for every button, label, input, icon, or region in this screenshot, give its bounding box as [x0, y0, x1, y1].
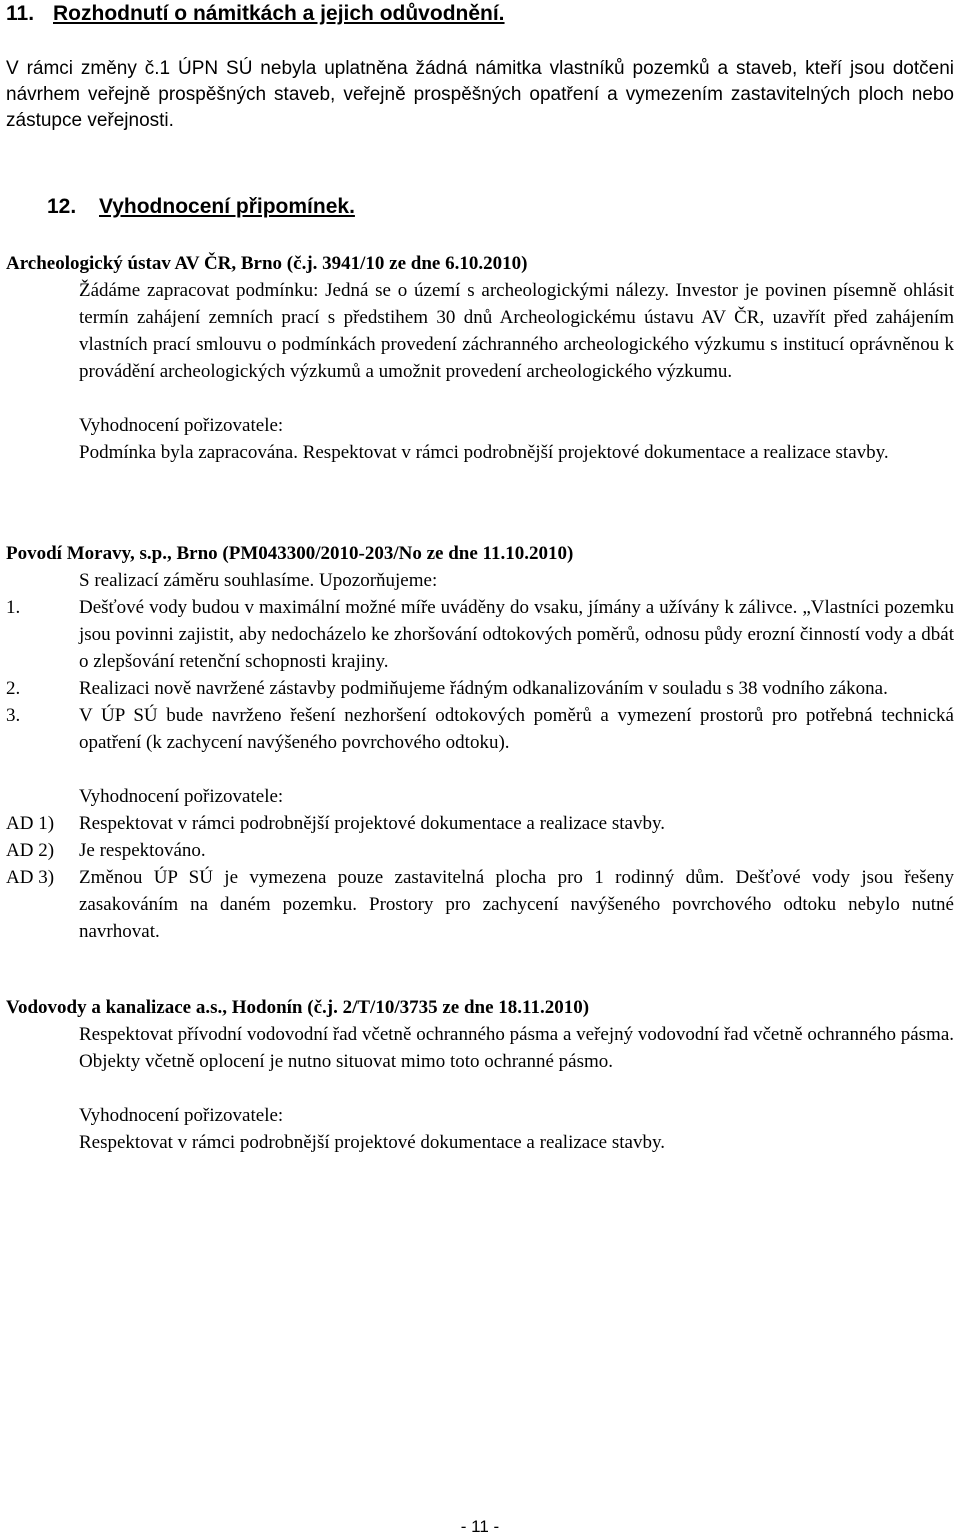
povodi-heading: Povodí Moravy, s.p., Brno (PM043300/2010-203/No ze dne 11.10.2010) — [6, 543, 574, 564]
arch-heading: Archeologický ústav AV ČR, Brno (č.j. 3941/10 ze dne 6.10.2010) — [6, 253, 528, 274]
povodi-ad-3 — [6, 864, 954, 945]
povodi-ad-number: AD 3) — [6, 867, 55, 888]
povodi-item-number: 3. — [6, 705, 21, 726]
section-12-number: 12. — [47, 195, 77, 218]
povodi-item-3 — [6, 702, 954, 756]
povodi-item-text: Realizaci nově navržené zástavby podmiňujeme řádným odkanalizováním v souladu s 38 vodního zákona. — [79, 678, 888, 699]
povodi-ad-text: Respektovat v rámci podrobnější projektové dokumentace a realizace stavby. — [79, 813, 665, 834]
section-11-text: V rámci změny č.1 ÚPN SÚ nebyla uplatněna žádná námitka vlastníků pozemků a staveb, kteří jsou dotčeni návrhem veřejně prospěšných staveb, veřejně prospěšných opatření a vymezením zastavitelných ploch nebo zástupce veřejnosti. — [6, 58, 954, 131]
povodi-ad-text: Změnou ÚP SÚ je vymezena pouze zastavitelná plocha pro 1 rodinný dům. Dešťové vody jsou řešeny zasakováním na daném pozemku. Prostory pro zachycení navýšeného povrchového odtoku nebylo nutné navrhovat. — [79, 867, 954, 942]
povodi-item-text: V ÚP SÚ bude navrženo řešení nezhoršení odtokových poměrů a vymezení prostorů pro potřebná technická opatření (k zachycení navýšeného povrchového odtoku). — [79, 705, 954, 753]
section-11-title: Rozhodnutí o námitkách a jejich odůvodnění. — [53, 2, 505, 25]
section-11-heading — [6, 0, 505, 28]
arch-text: Žádáme zapracovat podmínku: Jedná se o území s archeologickými nálezy. Investor je povinen písemně ohlásit termín zahájení zemních prací s předstihem 30 dnů Archeologickému ústavu AV ČR, uzavřít před zahájením vlastních prací smlouvu o podmínkách provedení záchranného archeologického výzkumu s institucí oprávněnou k provádění archeologických výzkumů a umožnit provedení archeologického výzkumu. — [79, 280, 954, 382]
vodovody-eval-label: Vyhodnocení pořizovatele: — [79, 1105, 284, 1126]
povodi-section — [6, 540, 954, 945]
povodi-ad-text: Je respektováno. — [79, 840, 206, 861]
section-11-number: 11. — [6, 2, 35, 25]
arch-eval-text: Podmínka byla zapracována. Respektovat v rámci podrobnější projektové dokumentace a realizace stavby. — [79, 442, 889, 463]
povodi-ad-number: AD 2) — [6, 840, 55, 861]
povodi-item-text: Dešťové vody budou v maximální možné míře uváděny do vsaku, jímány a užívány k zálivce. „Vlastníci pozemku jsou povinni zajistit, aby nedocházelo ke zhoršování odtokových poměrů, odnosu půdy erozní činností vody a dbát o zlepšování retenční schopnosti krajiny. — [79, 597, 954, 672]
section-12-title: Vyhodnocení připomínek. — [99, 195, 355, 218]
povodi-item-number: 2. — [6, 678, 21, 699]
povodi-ad-2 — [6, 837, 954, 864]
povodi-item-1 — [6, 594, 954, 675]
arch-section — [6, 250, 954, 466]
povodi-eval-label: Vyhodnocení pořizovatele: — [79, 786, 284, 807]
vodovody-section — [6, 994, 954, 1156]
povodi-intro: S realizací záměru souhlasíme. Upozorňujeme: — [79, 570, 438, 591]
vodovody-eval-text: Respektovat v rámci podrobnější projektové dokumentace a realizace stavby. — [79, 1132, 665, 1153]
povodi-item-2 — [6, 675, 954, 702]
povodi-item-number: 1. — [6, 597, 21, 618]
vodovody-heading: Vodovody a kanalizace a.s., Hodonín (č.j. 2/T/10/3735 ze dne 18.11.2010) — [6, 997, 590, 1018]
povodi-ad-number: AD 1) — [6, 813, 55, 834]
section-12-heading — [47, 193, 355, 221]
povodi-ad-1 — [6, 810, 954, 837]
arch-eval-label: Vyhodnocení pořizovatele: — [79, 415, 284, 436]
vodovody-text: Respektovat přívodní vodovodní řad včetně ochranného pásma a veřejný vodovodní řad včetně ochranného pásma. Objekty včetně oplocení je nutno situovat mimo toto ochranné pásmo. — [79, 1024, 954, 1072]
page-number: - 11 - — [460, 1517, 500, 1536]
